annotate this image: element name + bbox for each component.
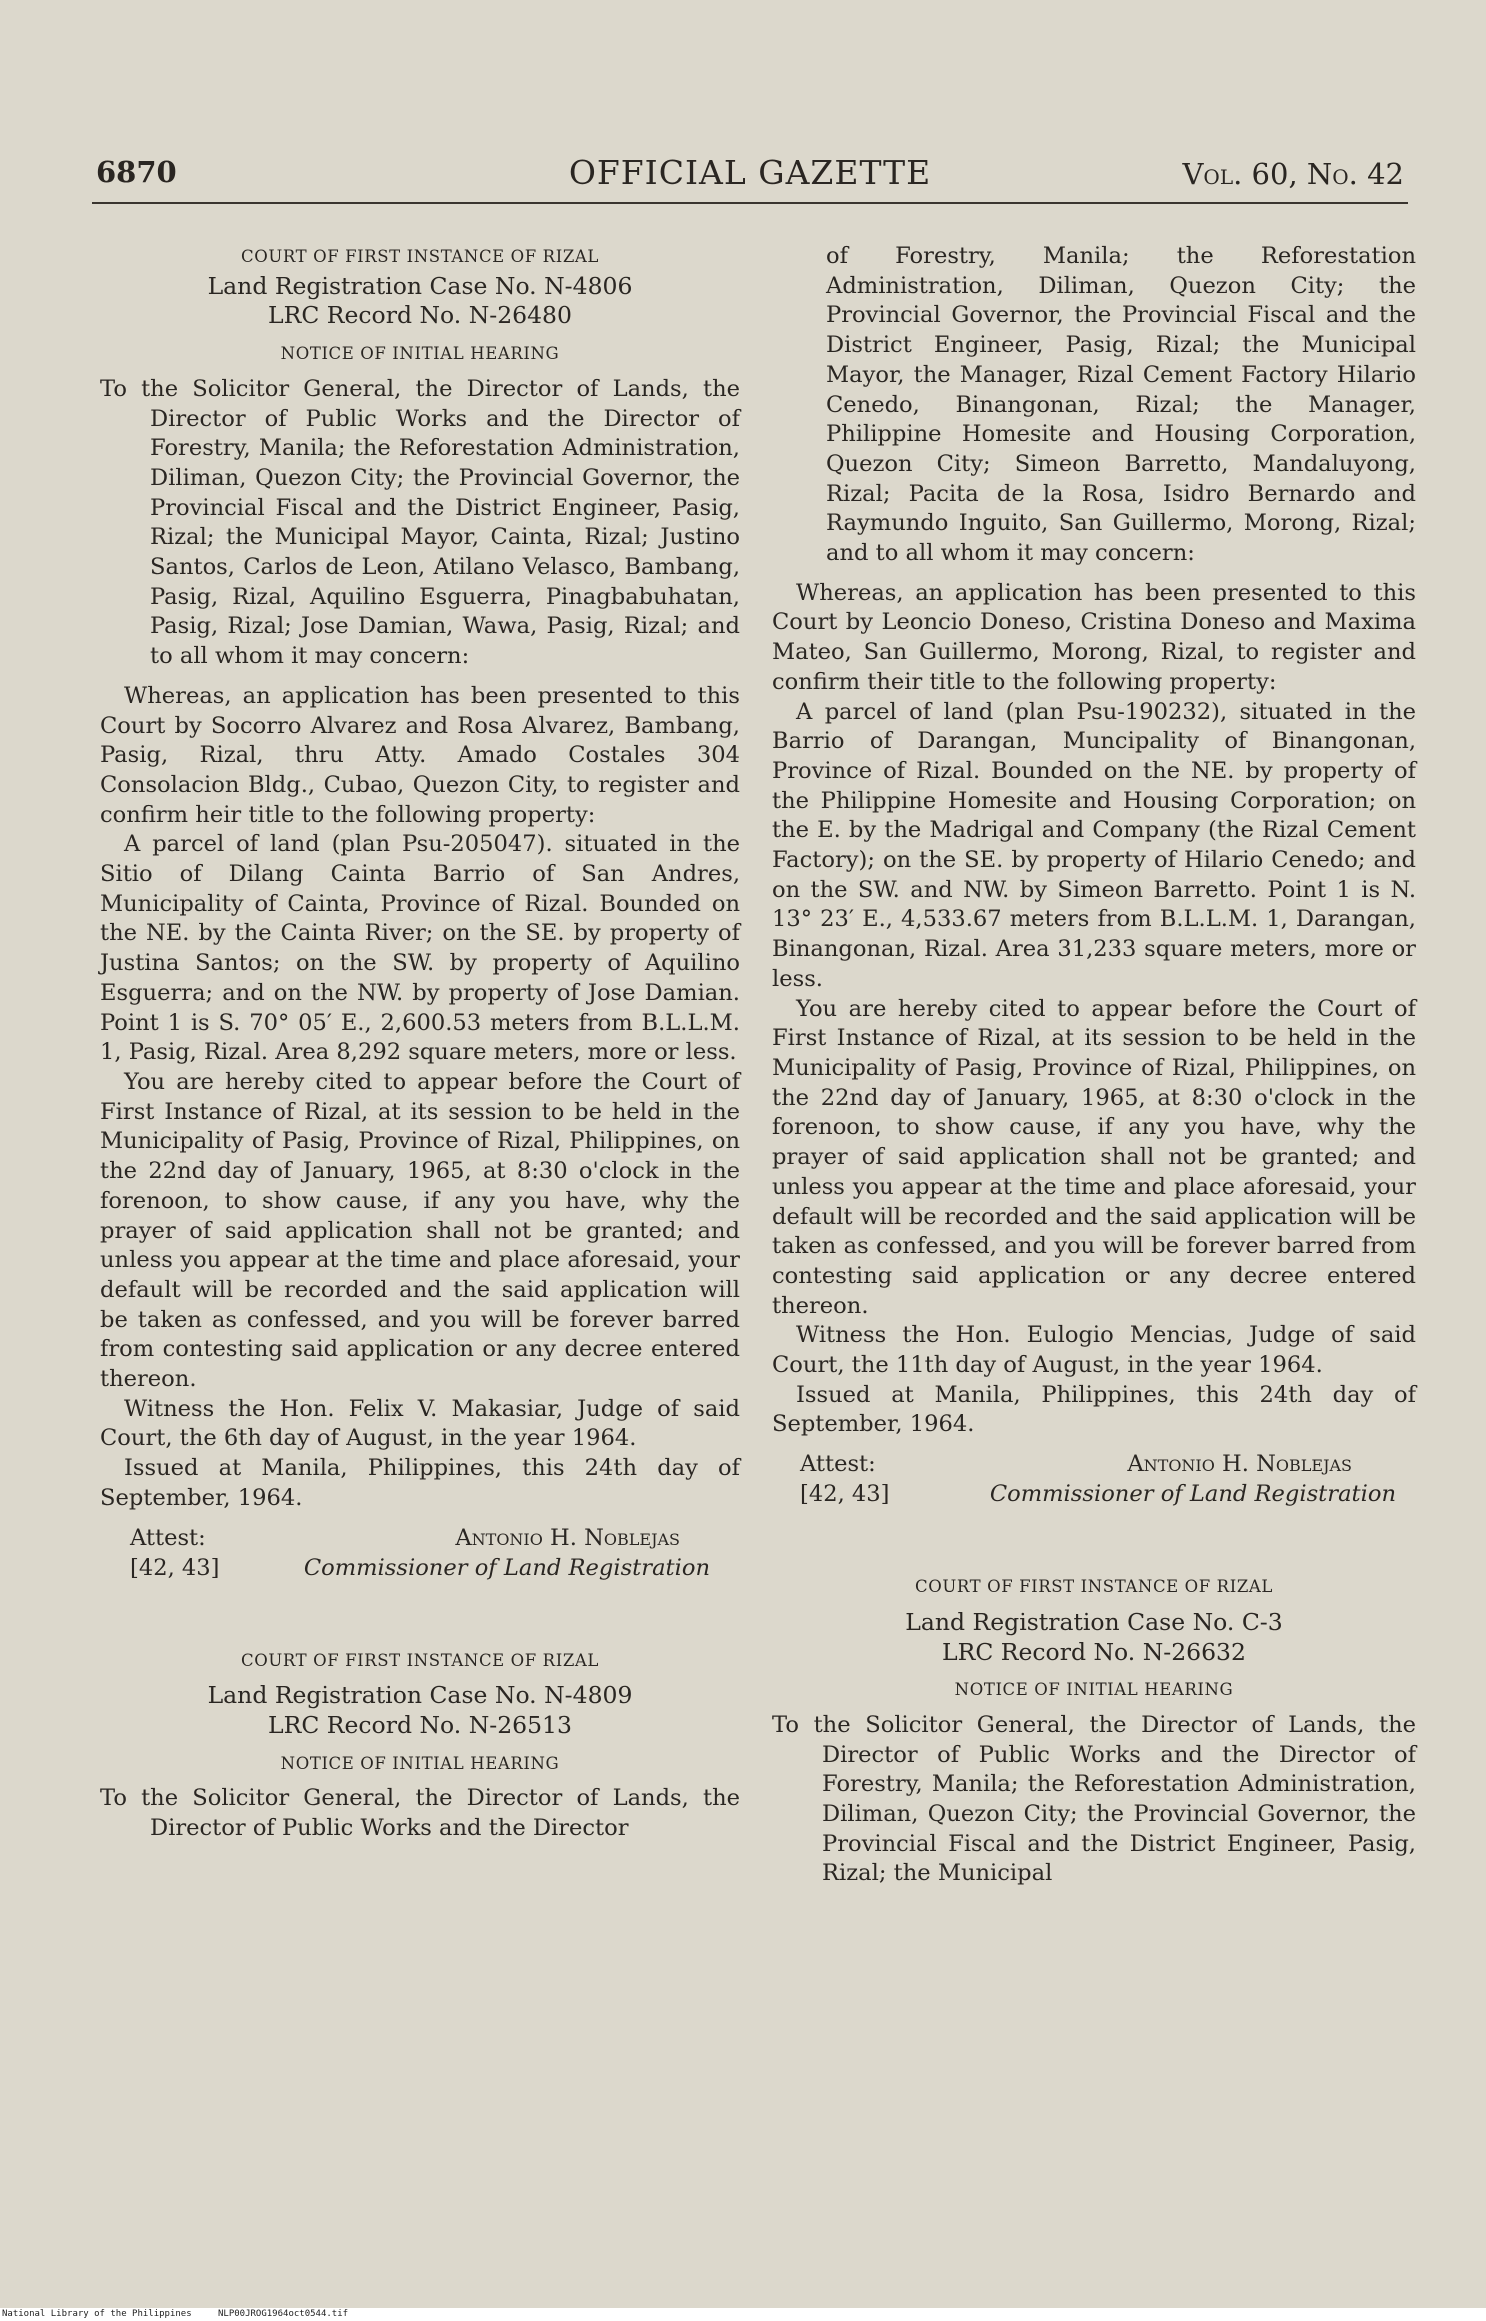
case-number: Land Registration Case No. N-4809	[207, 1681, 633, 1710]
court-heading: COURT OF FIRST INSTANCE OF RIZAL	[241, 247, 599, 266]
property-paragraph: A parcel of land (plan Psu-190232), situated in the Barrio of Darangan, Muncipality of Binangonan, Province of Rizal. Bounded on the NE. by property of the Philippine Homesite and Housing Corporation; on the E. by the Madrigal and Company (the Rizal Cement Factory); on the SE. by property of Hilario Cenedo; and on the SW. and NW. by Simeon Barretto. Point 1 is N. 13° 23′ E., 4,533.67 meters from B.L.L.M. 1, Darangan, Binangonan, Rizal. Area 31,233 square meters, more or less.	[772, 698, 1416, 992]
attest-label: Attest:	[130, 1524, 206, 1551]
addressees: To the Solicitor General, the Director of Lands, the Director of Public Works and the Director of Forestry, Manila; the Reforestation Administration, Diliman, Quezon City; the Provincial Governor, the Provincial Fiscal and the District Engineer, Pasig, Rizal; the Municipal	[772, 1711, 1416, 1887]
notice-n4809-continued	[772, 242, 1416, 1510]
header-rule	[92, 202, 1408, 204]
section-gap	[772, 1510, 1416, 1572]
scan-filename: NLP00JROG1964oct0544.tif	[218, 2309, 349, 2319]
volume-number: Vol. 60, No. 42	[1182, 157, 1404, 191]
library-credit: National Library of the Philippines	[2, 2309, 192, 2319]
addressees: To the Solicitor General, the Director of Lands, the Director of Public Works and the Director	[100, 1785, 740, 1842]
signer-name: Antonio H. Noblejas	[1127, 1451, 1352, 1478]
issued-paragraph: Issued at Manila, Philippines, this 24th day of September, 1964.	[100, 1455, 740, 1511]
scan-footer	[0, 2308, 1486, 2321]
signature-block	[772, 1450, 1416, 1510]
notice-n4809	[100, 1646, 740, 1844]
notice-heading: NOTICE OF INITIAL HEARING	[280, 1753, 560, 1773]
publication-title: OFFICIAL GAZETTE	[568, 153, 932, 192]
signature-block	[100, 1524, 740, 1584]
attest-label: Attest:	[800, 1451, 876, 1478]
signer-name: Antonio H. Noblejas	[455, 1524, 680, 1551]
case-number: Land Registration Case No. C-3	[905, 1607, 1283, 1636]
issue-reference: [42, 43]	[800, 1481, 890, 1508]
section-gap	[100, 1584, 740, 1646]
notice-heading: NOTICE OF INITIAL HEARING	[280, 344, 560, 364]
application-paragraph: Whereas, an application has been presented to this Court by Leoncio Doneso, Cristina Doneso and Maxima Mateo, San Guillermo, Morong, Rizal, to register and confirm their title to the following property:	[772, 579, 1416, 695]
court-heading: COURT OF FIRST INSTANCE OF RIZAL	[241, 1650, 599, 1670]
signer-title: Commissioner of Land Registration	[989, 1481, 1396, 1508]
notice-heading: NOTICE OF INITIAL HEARING	[954, 1680, 1234, 1700]
lrc-record: LRC Record No. N-26632	[942, 1637, 1246, 1666]
addressees-continued: of Forestry, Manila; the Reforestation Administration, Diliman, Quezon City; the Provincial Governor, the Provincial Fiscal and the District Engineer, Pasig, Rizal; the Municipal Mayor, the Manager, Rizal Cement Factory Hilario Cenedo, Binangonan, Rizal; the Manager, Philippine Homesite and Housing Corporation, Quezon City; Simeon Barretto, Mandaluyong, Rizal; Pacita de la Rosa, Isidro Bernardo and Raymundo Inguito, San Guillermo, Morong, Rizal; and to all whom it may concern:	[826, 243, 1416, 567]
notice-c3	[772, 1572, 1416, 1889]
citation-paragraph: You are hereby cited to appear before the Court of First Instance of Rizal, at its session to be held in the Municipality of Pasig, Province of Rizal, Philippines, on the 22nd day of January, 1965, at 8:30 o'clock in the forenoon, to show cause, if any you have, why the prayer of said application shall not be granted; and unless you appear at the time and place aforesaid, your default will be recorded and the said application will be taken as confessed, and you will be forever barred from contesting said application or any decree entered thereon.	[100, 1068, 740, 1393]
issue-reference: [42, 43]	[130, 1554, 220, 1581]
page-header	[92, 145, 1408, 201]
citation-paragraph: You are hereby cited to appear before the Court of First Instance of Rizal, at its session to be held in the Municipality of Pasig, Province of Rizal, Philippines, on the 22nd day of January, 1965, at 8:30 o'clock in the forenoon, to show cause, if any you have, why the prayer of said application shall not be granted; and unless you appear at the time and place aforesaid, your default will be recorded and the said application will be taken as confessed, and you will be forever barred from contesting said application or any decree entered thereon.	[772, 995, 1416, 1319]
case-number: Land Registration Case No. N-4806	[207, 271, 633, 300]
signer-title: Commissioner of Land Registration	[303, 1554, 710, 1581]
page-number: 6870	[96, 155, 177, 189]
lrc-record: LRC Record No. N-26513	[268, 1710, 572, 1739]
notice-n4806	[100, 242, 740, 1584]
right-column	[772, 242, 1416, 1889]
property-paragraph: A parcel of land (plan Psu-205047). situated in the Sitio of Dilang Cainta Barrio of San Andres, Municipality of Cainta, Province of Rizal. Bounded on the NE. by the Cainta River; on the SE. by property of Justina Santos; on the SW. by property of Aquilino Esguerra; and on the NW. by property of Jose Damian. Point 1 is S. 70° 05′ E., 2,600.53 meters from B.L.L.M. 1, Pasig, Rizal. Area 8,292 square meters, more or less.	[100, 831, 740, 1066]
lrc-record: LRC Record No. N-26480	[268, 301, 572, 330]
witness-paragraph: Witness the Hon. Felix V. Makasiar, Judge of said Court, the 6th day of August, in the year 1964.	[100, 1395, 740, 1452]
issued-paragraph: Issued at Manila, Philippines, this 24th day of September, 1964.	[772, 1381, 1416, 1438]
addressees: To the Solicitor General, the Director of Lands, the Director of Public Works and the Director of Forestry, Manila; the Reforestation Administration, Diliman, Quezon City; the Provincial Governor, the Provincial Fiscal and the District Engineer, Pasig, Rizal; the Municipal Mayor, Cainta, Rizal; Justino Santos, Carlos de Leon, Atilano Velasco, Bambang, Pasig, Rizal, Aquilino Esguerra, Pinagbabuhatan, Pasig, Rizal; Jose Damian, Wawa, Pasig, Rizal; and to all whom it may concern:	[100, 375, 740, 670]
left-column	[100, 242, 740, 1844]
application-paragraph: Whereas, an application has been presented to this Court by Socorro Alvarez and Rosa Alvarez, Bambang, Pasig, Rizal, thru Atty. Amado Costales 304 Consolacion Bldg., Cubao, Quezon City, to register and confirm heir title to the following property:	[100, 682, 740, 828]
court-heading: COURT OF FIRST INSTANCE OF RIZAL	[915, 1577, 1273, 1597]
witness-paragraph: Witness the Hon. Eulogio Mencias, Judge of said Court, the 11th day of August, in the year 1964.	[772, 1322, 1416, 1379]
